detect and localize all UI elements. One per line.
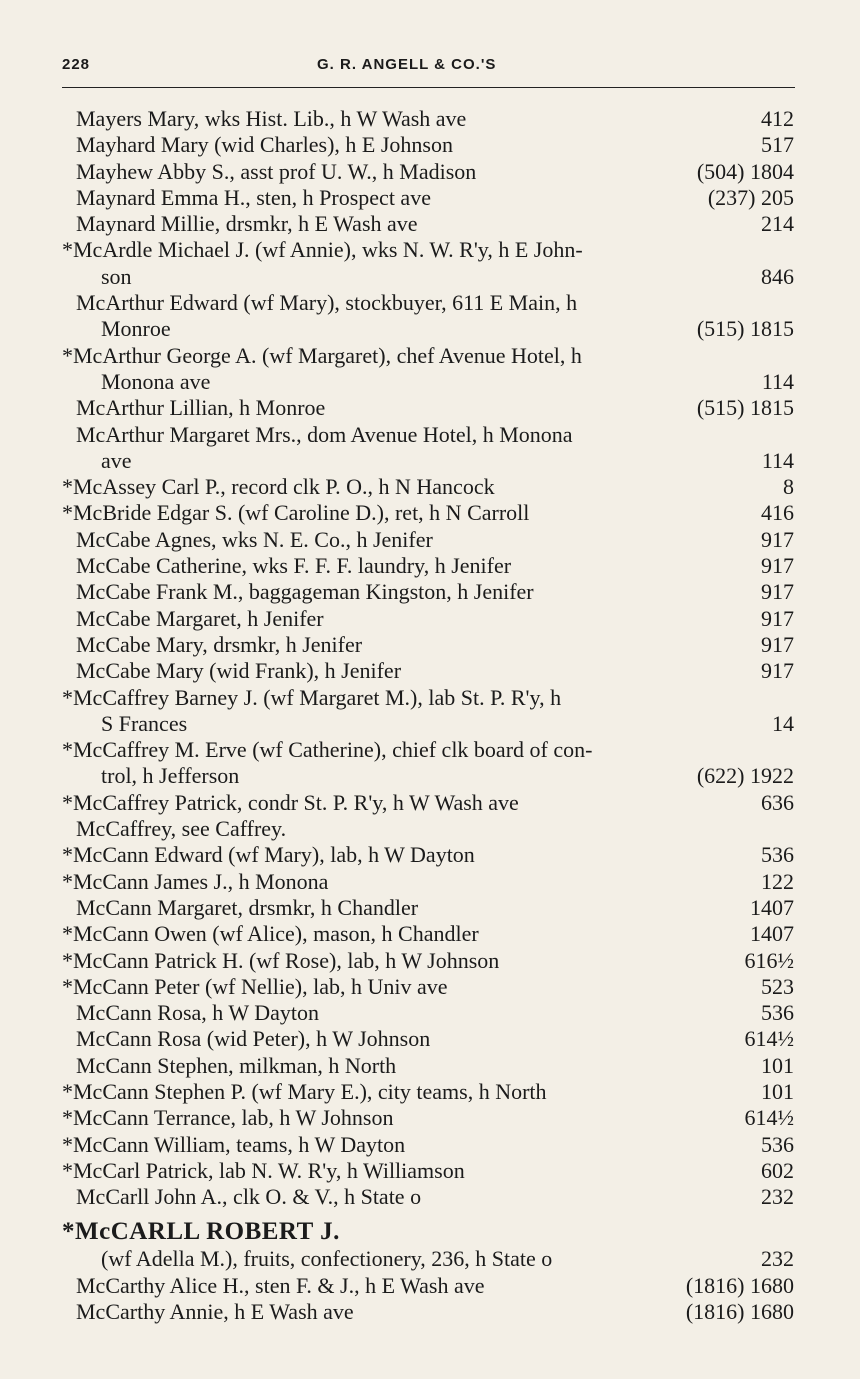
entry-text: *McCann Owen (wf Alice), mason, h Chandler [62, 921, 479, 947]
entry-address-number: 416 [761, 500, 794, 526]
directory-line [0, 159, 860, 185]
entry-text: trol, h Jefferson [101, 763, 240, 789]
directory-line [0, 869, 860, 895]
entry-address-number: 412 [761, 106, 794, 131]
header-rule [62, 87, 795, 88]
entry-text: McCabe Margaret, h Jenifer [76, 605, 324, 631]
entry-text: McCabe Mary, drsmkr, h Jenifer [76, 631, 363, 657]
directory-line [0, 1053, 860, 1079]
directory-line [0, 500, 860, 526]
entry-text: Monroe [101, 316, 171, 342]
entry-address-number: 517 [761, 132, 794, 158]
directory-line [0, 790, 860, 816]
entry-text: McCabe Agnes, wks N. E. Co., h Jenifer [76, 526, 433, 552]
entry-address-number: 101 [761, 1052, 794, 1078]
directory-line [0, 763, 860, 789]
entry-text: *McCarl Patrick, lab N. W. R'y, h Williamson [62, 1157, 465, 1183]
entry-text: McCann Rosa (wid Peter), h W Johnson [76, 1026, 431, 1052]
entry-address-number: 523 [761, 973, 794, 999]
page-header [62, 56, 794, 82]
entry-text: McCarthy Alice H., sten F. & J., h E Wash ave [76, 1272, 485, 1298]
directory-line [0, 1026, 860, 1052]
entry-text: McCabe Mary (wid Frank), h Jenifer [76, 658, 402, 684]
entry-address-number: 614½ [744, 1105, 794, 1131]
directory-line [0, 921, 860, 947]
bold-entry-heading [0, 1210, 860, 1246]
entry-text: *McCann Edward (wf Mary), lab, h W Dayton [62, 842, 475, 868]
directory-line [0, 1000, 860, 1026]
entry-address-number: 214 [761, 211, 794, 237]
entry-address-number: 114 [761, 368, 794, 394]
directory-line [0, 474, 860, 500]
entry-address-number: (1816) 1680 [685, 1272, 794, 1298]
entry-address-number: 602 [761, 1157, 794, 1183]
directory-line [0, 316, 860, 342]
directory-line [0, 395, 860, 421]
entry-address-number: 536 [761, 1131, 794, 1157]
entry-text: *McBride Edgar S. (wf Caroline D.), ret, h N Carroll [62, 500, 530, 526]
entry-address-number: (504) 1804 [696, 158, 794, 184]
entry-text: Mayhew Abby S., asst prof U. W., h Madison [76, 158, 477, 184]
directory-line [0, 211, 860, 237]
directory-line [0, 237, 860, 263]
entry-text: *McArthur George A. (wf Margaret), chef Avenue Hotel, h [62, 342, 582, 368]
entry-text: McCann Stephen, milkman, h North [76, 1052, 397, 1078]
entry-address-number: 917 [761, 553, 794, 579]
directory-line [0, 579, 860, 605]
directory-line [0, 948, 860, 974]
directory-line [0, 1158, 860, 1184]
entry-text: McArthur Lillian, h Monroe [76, 395, 326, 421]
entry-address-number: 917 [761, 526, 794, 552]
directory-line [0, 711, 860, 737]
entry-text: (wf Adella M.), fruits, confectionery, 236, h State o [101, 1246, 553, 1272]
page-number: 228 [62, 56, 91, 73]
entry-address-number: 636 [761, 789, 794, 815]
entry-text: McCabe Catherine, wks F. F. F. laundry, h Jenifer [76, 553, 512, 579]
entry-text: McCaffrey, see Caffrey. [76, 816, 287, 842]
entry-address-number: 536 [761, 842, 794, 868]
entry-address-number: (237) 205 [707, 184, 794, 210]
directory-line [0, 1079, 860, 1105]
entry-address-number: (622) 1922 [696, 763, 794, 789]
entry-text: *McCann James J., h Monona [62, 868, 329, 894]
directory-line [0, 816, 860, 842]
directory-line [0, 632, 860, 658]
entry-address-number: 122 [761, 868, 794, 894]
entry-address-number: 846 [761, 263, 794, 289]
entry-address-number: 536 [761, 1000, 794, 1026]
directory-line [0, 1246, 860, 1272]
entry-text: Mayhard Mary (wid Charles), h E Johnson [76, 132, 453, 158]
entry-text: McCarthy Annie, h E Wash ave [76, 1299, 354, 1325]
entry-address-number: 917 [761, 631, 794, 657]
directory-line [0, 1132, 860, 1158]
directory-line [0, 685, 860, 711]
entry-address-number: 114 [761, 447, 794, 473]
directory-line [0, 369, 860, 395]
entry-address-number: 917 [761, 658, 794, 684]
entry-text: *McCann William, teams, h W Dayton [62, 1131, 406, 1157]
entry-text: McCann Margaret, drsmkr, h Chandler [76, 894, 419, 920]
entry-address-number: (1816) 1680 [685, 1299, 794, 1325]
directory-line [0, 185, 860, 211]
entry-text: Mayers Mary, wks Hist. Lib., h W Wash ave [76, 106, 467, 131]
directory-line [0, 264, 860, 290]
directory-entries [0, 106, 860, 1325]
directory-line [0, 132, 860, 158]
entry-text: *McArdle Michael J. (wf Annie), wks N. W. R'y, h E John- [62, 237, 583, 263]
entry-text: Maynard Millie, drsmkr, h E Wash ave [76, 211, 418, 237]
directory-line [0, 842, 860, 868]
entry-text: Monona ave [101, 368, 211, 394]
entry-address-number: 1407 [750, 894, 794, 920]
entry-address-number: 232 [761, 1246, 794, 1272]
entry-text: McCarll John A., clk O. & V., h State o [76, 1184, 422, 1210]
entry-address-number: 917 [761, 579, 794, 605]
entry-text: McCann Rosa, h W Dayton [76, 1000, 319, 1026]
directory-line [0, 106, 860, 132]
directory-line [0, 737, 860, 763]
entry-address-number: 1407 [750, 921, 794, 947]
directory-line [0, 1299, 860, 1325]
entry-address-number: 14 [772, 710, 794, 736]
entry-text: *McCaffrey M. Erve (wf Catherine), chief clk board of con- [62, 737, 593, 763]
directory-line [0, 553, 860, 579]
entry-address-number: (515) 1815 [696, 395, 794, 421]
entry-text: *McCaffrey Barney J. (wf Margaret M.), lab St. P. R'y, h [62, 684, 562, 710]
entry-text: McArthur Edward (wf Mary), stockbuyer, 611 E Main, h [76, 290, 578, 316]
entry-text: ave [101, 447, 132, 473]
directory-line [0, 606, 860, 632]
directory-line [0, 974, 860, 1000]
entry-text: *McCann Terrance, lab, h W Johnson [62, 1105, 394, 1131]
directory-line [0, 422, 860, 448]
entry-address-number: 8 [783, 474, 794, 500]
directory-line [0, 448, 860, 474]
entry-text: Maynard Emma H., sten, h Prospect ave [76, 184, 431, 210]
directory-line [0, 1105, 860, 1131]
entry-text: *McCaffrey Patrick, condr St. P. R'y, h W Wash ave [62, 789, 519, 815]
entry-address-number: 917 [761, 605, 794, 631]
entry-address-number: 614½ [744, 1026, 794, 1052]
entry-address-number: 101 [761, 1078, 794, 1104]
directory-line [0, 527, 860, 553]
directory-line [0, 1273, 860, 1299]
entry-text: McArthur Margaret Mrs., dom Avenue Hotel, h Monona [76, 421, 573, 447]
entry-text: S Frances [101, 710, 188, 736]
entry-address-number: 232 [761, 1184, 794, 1210]
entry-text: son [101, 263, 132, 289]
entry-text: *McCann Stephen P. (wf Mary E.), city teams, h North [62, 1078, 547, 1104]
directory-line [0, 895, 860, 921]
directory-line [0, 343, 860, 369]
entry-text: McCabe Frank M., baggageman Kingston, h Jenifer [76, 579, 534, 605]
directory-line [0, 658, 860, 684]
entry-address-number: 616½ [744, 947, 794, 973]
entry-text: *McCARLL ROBERT J. [62, 1218, 340, 1246]
directory-line [0, 1184, 860, 1210]
entry-text: *McCann Patrick H. (wf Rose), lab, h W Johnson [62, 947, 500, 973]
publisher-title: G. R. ANGELL & CO.'S [317, 56, 497, 73]
directory-line [0, 290, 860, 316]
entry-address-number: (515) 1815 [696, 316, 794, 342]
entry-text: *McAssey Carl P., record clk P. O., h N Hancock [62, 474, 495, 500]
entry-text: *McCann Peter (wf Nellie), lab, h Univ ave [62, 973, 448, 999]
